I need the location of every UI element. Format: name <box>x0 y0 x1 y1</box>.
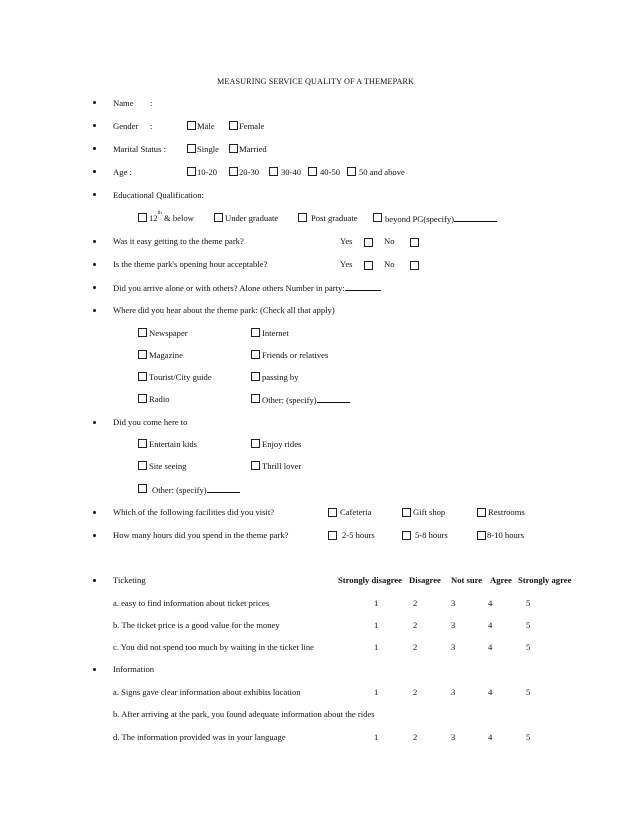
come-rides-checkbox[interactable] <box>251 439 260 448</box>
rating-5[interactable]: 5 <box>526 620 531 630</box>
q-easy-text: Was it easy getting to the theme park? <box>113 236 244 246</box>
hear-radio-checkbox[interactable] <box>138 394 147 403</box>
gender-colon: : <box>150 121 153 131</box>
hear-newspaper-label: Newspaper <box>149 328 188 338</box>
rating-4[interactable]: 4 <box>488 598 493 608</box>
facility-restrooms-checkbox[interactable] <box>477 508 486 517</box>
bullet <box>93 579 96 582</box>
q-easy-yes-checkbox[interactable] <box>364 238 373 247</box>
gender-male-checkbox[interactable] <box>187 121 196 130</box>
information-label: Information <box>113 664 155 674</box>
hear-magazine-label: Magazine <box>149 350 183 360</box>
bullet <box>93 124 96 127</box>
q-hours-text: Is the theme park's opening hour acceptable? <box>113 259 268 269</box>
come-other-blank[interactable] <box>207 485 240 493</box>
spend-8-10-label: 8-10 hours <box>487 530 524 540</box>
hear-internet-checkbox[interactable] <box>251 328 260 337</box>
q-hear-text: Where did you hear about the theme park: (Check all that apply) <box>113 305 335 315</box>
hear-friends-label: Friends or relatives <box>262 350 329 360</box>
rating-3[interactable]: 3 <box>451 732 456 742</box>
scale-header-strongly-disagree: Strongly disagree <box>338 575 402 585</box>
spend-2-5-checkbox[interactable] <box>328 531 337 540</box>
rating-2[interactable]: 2 <box>413 732 418 742</box>
gender-male-label: Male <box>197 121 215 131</box>
edu-undergrad-checkbox[interactable] <box>214 213 223 222</box>
q-spend-text: How many hours did you spend in the theme park? <box>113 530 289 540</box>
rating-3[interactable]: 3 <box>451 598 456 608</box>
hear-passing-by-label: passing by <box>262 372 299 382</box>
bullet <box>93 511 96 514</box>
age-20-30-label: 20-30 <box>239 167 260 177</box>
hear-friends-checkbox[interactable] <box>251 350 260 359</box>
edu-12th-checkbox[interactable] <box>138 213 147 222</box>
scale-header-strongly-agree: Strongly agree <box>518 575 572 585</box>
come-rides-label: Enjoy rides <box>262 439 302 449</box>
spend-8-10-checkbox[interactable] <box>477 531 486 540</box>
name-label: Name <box>113 98 134 108</box>
edu-undergrad-label: Under graduate <box>225 213 279 223</box>
rating-2[interactable]: 2 <box>413 687 418 697</box>
rating-2[interactable]: 2 <box>413 642 418 652</box>
edu-postgrad-checkbox[interactable] <box>298 213 307 222</box>
rating-2[interactable]: 2 <box>413 620 418 630</box>
q-easy-no-checkbox[interactable] <box>410 238 419 247</box>
name-colon: : <box>150 98 153 108</box>
ticketing-item-a: a. easy to find information about ticket prices <box>113 598 270 608</box>
come-site-seeing-checkbox[interactable] <box>138 461 147 470</box>
bullet <box>93 286 96 289</box>
bullet <box>93 668 96 671</box>
age-10-20-label: 10-20 <box>197 167 218 177</box>
hear-passing-by-checkbox[interactable] <box>251 372 260 381</box>
ticketing-label: Ticketing <box>113 575 146 585</box>
marital-single-label: Single <box>197 144 219 154</box>
spend-5-8-label: 5-8 hours <box>415 530 448 540</box>
bullet <box>93 309 96 312</box>
come-site-seeing-label: Site seeing <box>149 461 187 471</box>
age-label: Age : <box>113 167 132 177</box>
rating-4[interactable]: 4 <box>488 620 493 630</box>
rating-5[interactable]: 5 <box>526 598 531 608</box>
age-50-above-label: 50 and above <box>359 167 405 177</box>
edu-beyond-pg-checkbox[interactable] <box>373 213 382 222</box>
bullet <box>93 193 96 196</box>
facility-giftshop-checkbox[interactable] <box>402 508 411 517</box>
spend-5-8-checkbox[interactable] <box>402 531 411 540</box>
information-item-b: b. After arriving at the park, you found adequate information about the rides <box>113 709 375 719</box>
bullet <box>93 263 96 266</box>
q-easy-yes-label: Yes <box>340 236 353 246</box>
come-thrill-label: Thrill lover <box>262 461 302 471</box>
ticketing-item-c: c. You did not spend too much by waiting in the ticket line <box>113 642 314 652</box>
rating-5[interactable]: 5 <box>526 687 531 697</box>
education-label: Educational Qualification: <box>113 190 204 200</box>
hear-newspaper-checkbox[interactable] <box>138 328 147 337</box>
age-30-40-checkbox[interactable] <box>269 167 278 176</box>
age-40-50-label: 40-50 <box>320 167 341 177</box>
edu-12th-label: 12th & below <box>149 210 194 223</box>
gender-label: Gender <box>113 121 139 131</box>
bullet <box>93 170 96 173</box>
hear-radio-label: Radio <box>149 394 170 404</box>
q-hours-no-checkbox[interactable] <box>410 261 419 270</box>
party-number-blank[interactable] <box>345 283 381 291</box>
hear-tourist-guide-checkbox[interactable] <box>138 372 147 381</box>
rating-2[interactable]: 2 <box>413 598 418 608</box>
q-facilities-text: Which of the following facilities did you visit? <box>113 507 275 517</box>
come-thrill-checkbox[interactable] <box>251 461 260 470</box>
come-other-checkbox[interactable] <box>138 484 147 493</box>
spend-2-5-label: 2-5 hours <box>342 530 375 540</box>
q-hours-yes-label: Yes <box>340 259 353 269</box>
hear-internet-label: Internet <box>262 328 289 338</box>
come-other-label: Other: (specify) <box>152 485 240 495</box>
marital-label: Marital Status : <box>113 144 166 154</box>
q-hours-yes-checkbox[interactable] <box>364 261 373 270</box>
rating-3[interactable]: 3 <box>451 642 456 652</box>
marital-married-label: Married <box>239 144 267 154</box>
age-40-50-checkbox[interactable] <box>308 167 317 176</box>
rating-3[interactable]: 3 <box>451 687 456 697</box>
hear-tourist-guide-label: Tourist/City guide <box>149 372 212 382</box>
age-20-30-checkbox[interactable] <box>229 167 238 176</box>
rating-1[interactable]: 1 <box>374 687 379 697</box>
rating-4[interactable]: 4 <box>488 642 493 652</box>
q-hours-no-label: No <box>384 259 395 269</box>
bullet <box>93 147 96 150</box>
rating-5[interactable]: 5 <box>526 642 531 652</box>
hear-other-checkbox[interactable] <box>251 394 260 403</box>
rating-1[interactable]: 1 <box>374 598 379 608</box>
gender-female-checkbox[interactable] <box>229 121 238 130</box>
edu-specify-blank[interactable] <box>454 214 497 222</box>
information-item-d: d. The information provided was in your language <box>113 732 286 742</box>
rating-3[interactable]: 3 <box>451 620 456 630</box>
edu-postgrad-label: Post graduate <box>311 213 358 223</box>
rating-4[interactable]: 4 <box>488 687 493 697</box>
rating-4[interactable]: 4 <box>488 732 493 742</box>
q-come-text: Did you come here to <box>113 417 188 427</box>
come-kids-label: Entertain kids <box>149 439 197 449</box>
age-50-above-checkbox[interactable] <box>347 167 356 176</box>
marital-single-checkbox[interactable] <box>187 144 196 153</box>
q-alone-text: Did you arrive alone or with others? Alone others Number in party: <box>113 283 381 293</box>
facility-cafeteria-checkbox[interactable] <box>328 508 337 517</box>
ticketing-item-b: b. The ticket price is a good value for the money <box>113 620 280 630</box>
age-30-40-label: 30-40 <box>281 167 302 177</box>
scale-header-disagree: Disagree <box>409 575 441 585</box>
scale-header-not-sure: Not sure <box>451 575 483 585</box>
bullet <box>93 240 96 243</box>
hear-magazine-checkbox[interactable] <box>138 350 147 359</box>
facility-cafeteria-label: Cafeteria <box>340 507 372 517</box>
hear-other-label: Other: (specify) <box>262 395 350 405</box>
age-10-20-checkbox[interactable] <box>187 167 196 176</box>
bullet <box>93 534 96 537</box>
rating-5[interactable]: 5 <box>526 732 531 742</box>
rating-1[interactable]: 1 <box>374 620 379 630</box>
come-kids-checkbox[interactable] <box>138 439 147 448</box>
information-item-a: a. Signs gave clear information about exhibits location <box>113 687 301 697</box>
bullet <box>93 101 96 104</box>
facility-giftshop-label: Gift shop <box>413 507 446 517</box>
q-easy-no-label: No <box>384 236 395 246</box>
marital-married-checkbox[interactable] <box>229 144 238 153</box>
form-title: MEASURING SERVICE QUALITY OF A THEMEPARK <box>217 77 415 86</box>
bullet <box>93 421 96 424</box>
rating-1[interactable]: 1 <box>374 642 379 652</box>
edu-beyond-pg-label: beyond PG(specify) <box>385 214 497 224</box>
scale-header-agree: Agree <box>490 575 512 585</box>
gender-female-label: Female <box>239 121 265 131</box>
hear-other-blank[interactable] <box>317 395 350 403</box>
rating-1[interactable]: 1 <box>374 732 379 742</box>
facility-restrooms-label: Restrooms <box>488 507 525 517</box>
